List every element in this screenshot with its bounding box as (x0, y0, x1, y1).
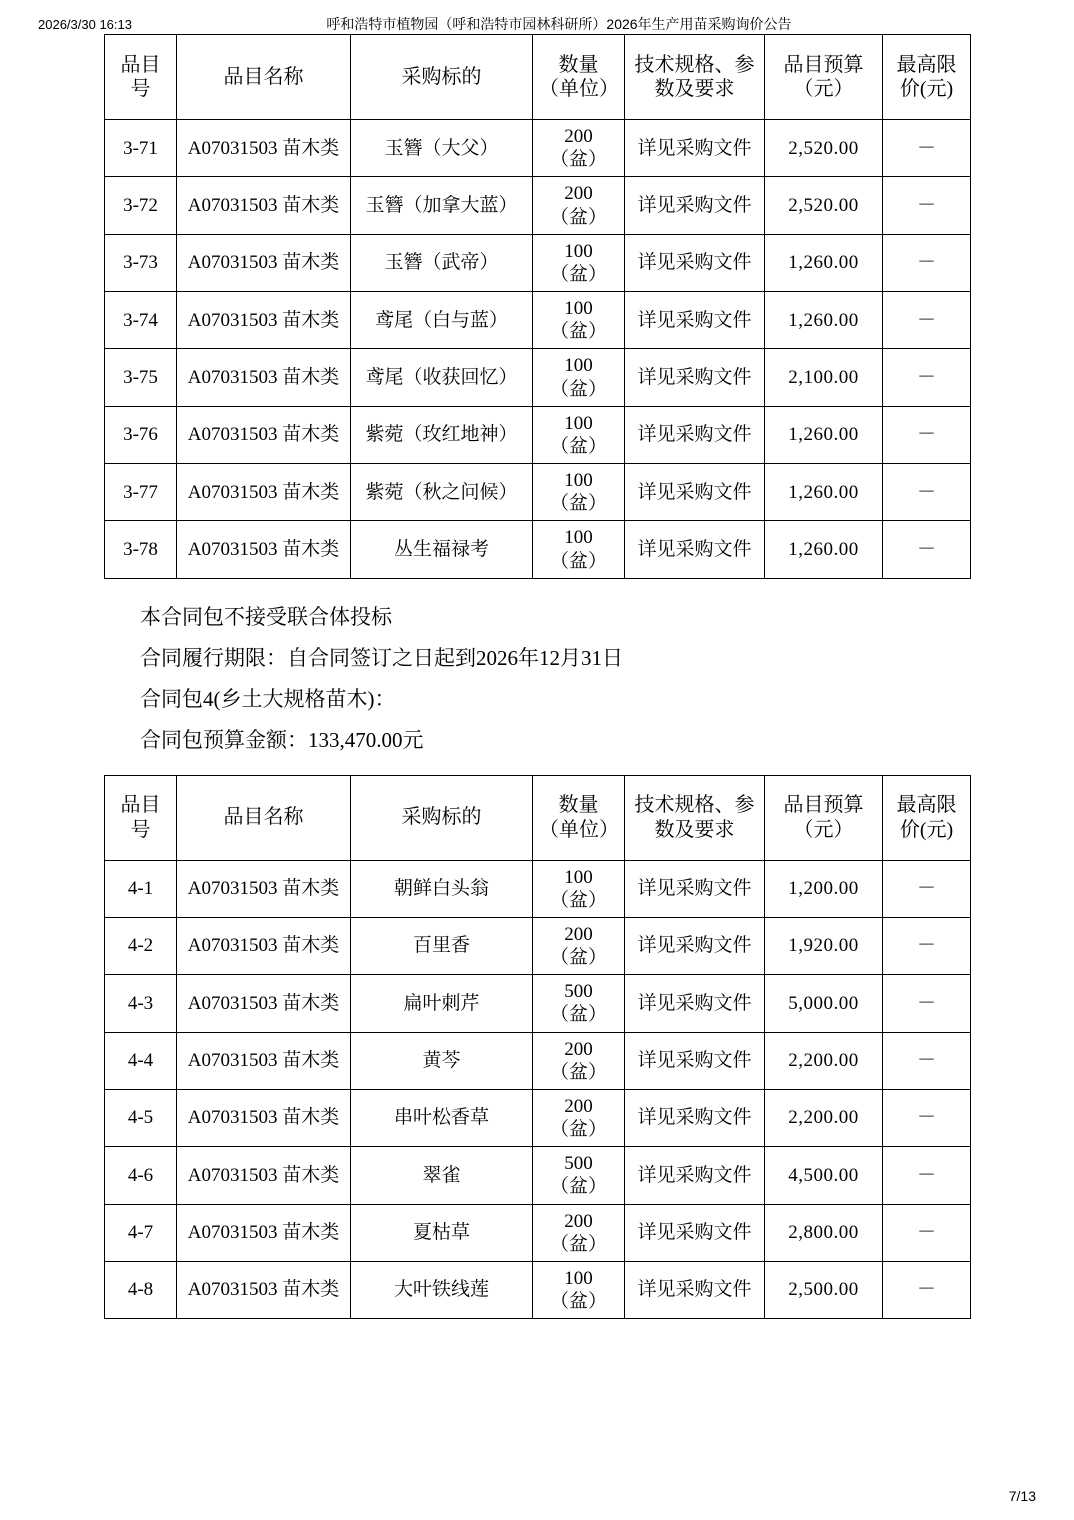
cell-budget: 1,260.00 (765, 406, 883, 463)
table-row (105, 234, 971, 291)
cell-max-price: － (883, 464, 971, 521)
cell-max-price: － (883, 1261, 971, 1318)
cell-spec: 详见采购文件 (625, 1261, 765, 1318)
cell-quantity: 500 （盆） (533, 975, 625, 1032)
cell-item-name: A07031503 苗木类 (177, 464, 351, 521)
contract-notes (0, 579, 1074, 761)
cell-target: 玉簪（加拿大蓝） (351, 177, 533, 234)
cell-target: 串叶松香草 (351, 1089, 533, 1146)
col-item-name: 品目名称 (177, 775, 351, 860)
cell-spec: 详见采购文件 (625, 1204, 765, 1261)
cell-spec: 详见采购文件 (625, 521, 765, 578)
cell-max-price: － (883, 917, 971, 974)
table-row (105, 975, 971, 1032)
cell-item-name: A07031503 苗木类 (177, 349, 351, 406)
cell-quantity: 200 （盆） (533, 1089, 625, 1146)
cell-max-price: － (883, 1089, 971, 1146)
cell-budget: 1,260.00 (765, 521, 883, 578)
cell-target: 玉簪（武帝） (351, 234, 533, 291)
table-1-wrapper (0, 34, 1074, 579)
col-target: 采购标的 (351, 775, 533, 860)
cell-quantity: 500 （盆） (533, 1147, 625, 1204)
cell-budget: 2,520.00 (765, 177, 883, 234)
table-row (105, 1032, 971, 1089)
cell-target: 百里香 (351, 917, 533, 974)
col-max-price: 最高限价(元) (883, 35, 971, 120)
cell-max-price: － (883, 406, 971, 463)
cell-spec: 详见采购文件 (625, 234, 765, 291)
cell-item-no: 3-74 (105, 292, 177, 349)
cell-item-no: 3-78 (105, 521, 177, 578)
col-spec: 技术规格、参数及要求 (625, 775, 765, 860)
cell-quantity: 100 （盆） (533, 464, 625, 521)
cell-budget: 1,260.00 (765, 234, 883, 291)
cell-item-name: A07031503 苗木类 (177, 1204, 351, 1261)
note-line-3: 合同包4(乡土大规格苗木)： (140, 686, 396, 711)
cell-spec: 详见采购文件 (625, 406, 765, 463)
cell-item-name: A07031503 苗木类 (177, 975, 351, 1032)
cell-item-no: 3-75 (105, 349, 177, 406)
cell-target: 扁叶刺芹 (351, 975, 533, 1032)
cell-item-no: 4-6 (105, 1147, 177, 1204)
cell-item-no: 4-3 (105, 975, 177, 1032)
cell-target: 翠雀 (351, 1147, 533, 1204)
procurement-table-1 (104, 34, 971, 579)
cell-budget: 4,500.00 (765, 1147, 883, 1204)
cell-quantity: 100 （盆） (533, 349, 625, 406)
cell-max-price: － (883, 1032, 971, 1089)
table-header-row (105, 775, 971, 860)
table-row (105, 1261, 971, 1318)
cell-budget: 2,800.00 (765, 1204, 883, 1261)
cell-item-no: 3-77 (105, 464, 177, 521)
note-line-4: 合同包预算金额：133,470.00元 (140, 727, 424, 752)
cell-max-price: － (883, 120, 971, 177)
cell-max-price: － (883, 234, 971, 291)
cell-spec: 详见采购文件 (625, 860, 765, 917)
note-line-1: 本合同包不接受联合体投标 (140, 604, 392, 629)
cell-spec: 详见采购文件 (625, 349, 765, 406)
cell-item-name: A07031503 苗木类 (177, 177, 351, 234)
cell-item-no: 3-76 (105, 406, 177, 463)
cell-budget: 5,000.00 (765, 975, 883, 1032)
cell-quantity: 200 （盆） (533, 177, 625, 234)
header-date: 2026/3/30 16:13 (38, 17, 132, 32)
table-row (105, 406, 971, 463)
col-item-no: 品目号 (105, 35, 177, 120)
cell-item-no: 4-7 (105, 1204, 177, 1261)
table-row (105, 1089, 971, 1146)
col-qty: 数量（单位） (533, 775, 625, 860)
cell-quantity: 200 （盆） (533, 1204, 625, 1261)
table-row (105, 177, 971, 234)
cell-item-no: 4-4 (105, 1032, 177, 1089)
cell-budget: 2,200.00 (765, 1089, 883, 1146)
cell-item-name: A07031503 苗木类 (177, 234, 351, 291)
col-qty: 数量（单位） (533, 35, 625, 120)
cell-item-no: 4-8 (105, 1261, 177, 1318)
cell-item-no: 4-1 (105, 860, 177, 917)
cell-quantity: 100 （盆） (533, 292, 625, 349)
table-2-wrapper (0, 775, 1074, 1320)
cell-target: 玉簪（大父） (351, 120, 533, 177)
cell-quantity: 200 （盆） (533, 1032, 625, 1089)
cell-max-price: － (883, 860, 971, 917)
cell-item-name: A07031503 苗木类 (177, 120, 351, 177)
cell-item-no: 3-73 (105, 234, 177, 291)
table-row (105, 917, 971, 974)
cell-spec: 详见采购文件 (625, 464, 765, 521)
cell-spec: 详见采购文件 (625, 1032, 765, 1089)
cell-item-name: A07031503 苗木类 (177, 406, 351, 463)
cell-budget: 2,100.00 (765, 349, 883, 406)
cell-budget: 2,500.00 (765, 1261, 883, 1318)
cell-budget: 2,520.00 (765, 120, 883, 177)
table-row (105, 120, 971, 177)
cell-target: 大叶铁线莲 (351, 1261, 533, 1318)
cell-target: 紫菀（玫红地神） (351, 406, 533, 463)
table-row (105, 1204, 971, 1261)
cell-target: 朝鲜白头翁 (351, 860, 533, 917)
table-header-row (105, 35, 971, 120)
col-budget: 品目预算（元） (765, 775, 883, 860)
table-row (105, 521, 971, 578)
cell-item-name: A07031503 苗木类 (177, 292, 351, 349)
cell-max-price: － (883, 1147, 971, 1204)
cell-target: 黄芩 (351, 1032, 533, 1089)
cell-target: 丛生福禄考 (351, 521, 533, 578)
header-title: 呼和浩特市植物园（呼和浩特市园林科研所）2026年生产用苗采购询价公告 (326, 16, 792, 32)
cell-item-no: 4-5 (105, 1089, 177, 1146)
cell-budget: 1,920.00 (765, 917, 883, 974)
cell-max-price: － (883, 177, 971, 234)
cell-target: 鸢尾（收获回忆） (351, 349, 533, 406)
cell-budget: 2,200.00 (765, 1032, 883, 1089)
cell-quantity: 100 （盆） (533, 521, 625, 578)
cell-max-price: － (883, 349, 971, 406)
cell-item-name: A07031503 苗木类 (177, 1261, 351, 1318)
cell-target: 紫菀（秋之问候） (351, 464, 533, 521)
page-header (0, 0, 1074, 34)
cell-quantity: 100 （盆） (533, 860, 625, 917)
page-number: 7/13 (1008, 1488, 1036, 1504)
col-item-name: 品目名称 (177, 35, 351, 120)
cell-spec: 详见采购文件 (625, 177, 765, 234)
cell-spec: 详见采购文件 (625, 1089, 765, 1146)
table-row (105, 1147, 971, 1204)
cell-item-name: A07031503 苗木类 (177, 860, 351, 917)
cell-quantity: 100 （盆） (533, 234, 625, 291)
col-item-no: 品目号 (105, 775, 177, 860)
col-spec: 技术规格、参数及要求 (625, 35, 765, 120)
cell-max-price: － (883, 1204, 971, 1261)
cell-target: 鸢尾（白与蓝） (351, 292, 533, 349)
table-row (105, 292, 971, 349)
cell-quantity: 100 （盆） (533, 406, 625, 463)
cell-spec: 详见采购文件 (625, 120, 765, 177)
cell-quantity: 200 （盆） (533, 120, 625, 177)
cell-item-name: A07031503 苗木类 (177, 1147, 351, 1204)
cell-item-name: A07031503 苗木类 (177, 1032, 351, 1089)
col-budget: 品目预算（元） (765, 35, 883, 120)
cell-spec: 详见采购文件 (625, 975, 765, 1032)
procurement-table-2 (104, 775, 971, 1320)
table-row (105, 860, 971, 917)
cell-quantity: 100 （盆） (533, 1261, 625, 1318)
cell-item-name: A07031503 苗木类 (177, 917, 351, 974)
cell-item-name: A07031503 苗木类 (177, 521, 351, 578)
cell-item-no: 3-71 (105, 120, 177, 177)
cell-max-price: － (883, 975, 971, 1032)
cell-max-price: － (883, 292, 971, 349)
col-max-price: 最高限价(元) (883, 775, 971, 860)
cell-item-no: 4-2 (105, 917, 177, 974)
col-target: 采购标的 (351, 35, 533, 120)
cell-budget: 1,260.00 (765, 292, 883, 349)
cell-spec: 详见采购文件 (625, 1147, 765, 1204)
cell-item-no: 3-72 (105, 177, 177, 234)
cell-max-price: － (883, 521, 971, 578)
table-row (105, 349, 971, 406)
note-line-2: 合同履行期限：自合同签订之日起到2026年12月31日 (140, 645, 623, 670)
cell-budget: 1,200.00 (765, 860, 883, 917)
cell-quantity: 200 （盆） (533, 917, 625, 974)
cell-target: 夏枯草 (351, 1204, 533, 1261)
cell-budget: 1,260.00 (765, 464, 883, 521)
cell-item-name: A07031503 苗木类 (177, 1089, 351, 1146)
cell-spec: 详见采购文件 (625, 917, 765, 974)
table-row (105, 464, 971, 521)
cell-spec: 详见采购文件 (625, 292, 765, 349)
